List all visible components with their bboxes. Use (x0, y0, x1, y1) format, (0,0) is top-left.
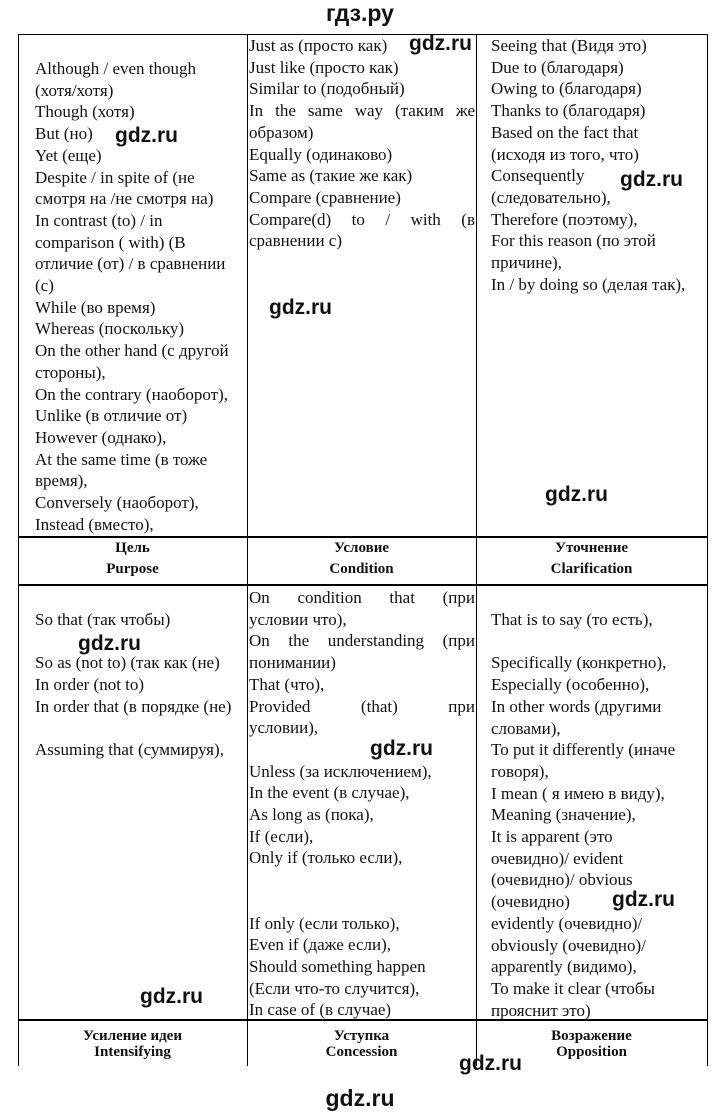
cell-line: If (если), (249, 826, 314, 846)
cell-line: Specifically (конкретно), (491, 653, 667, 673)
cell-line: I mean ( я имею в виду), (491, 783, 665, 803)
cell-line: At the same time (в тоже (35, 449, 208, 469)
cell-line: Unless (за исключением), (249, 761, 432, 781)
watermark-9: gdz.ru (140, 985, 203, 1008)
header-purpose (18, 538, 247, 580)
cell-line: On the understanding (при (249, 631, 475, 651)
header-condition (247, 538, 476, 580)
cell-line: Yet (еще) (35, 145, 102, 165)
cell-line: Thanks to (благодаря) (491, 101, 646, 121)
cell-line: (с) (35, 276, 54, 296)
cell-line: Therefore (поэтому), (491, 209, 638, 229)
watermark-10: gdz.ru (459, 1052, 522, 1075)
watermark-2: gdz.ru (115, 124, 178, 147)
watermark-7: gdz.ru (370, 737, 433, 760)
header-clarification-ru: Уточнение (555, 540, 628, 556)
row-divider-2 (18, 584, 708, 586)
header-condition-en: Condition (329, 561, 394, 577)
cell-line: Unlike (в отличие от) (35, 406, 188, 426)
cell-line: Due to (благодаря) (491, 57, 624, 77)
cell-line: Based on the fact that (491, 122, 639, 142)
cell-line: Compare(d) to / with (в (249, 209, 475, 229)
header-concession-en: Concession (325, 1044, 398, 1060)
cell-line (35, 631, 247, 653)
section1-column3-cell (491, 35, 706, 295)
header-intensifying-ru: Усиление идеи (83, 1028, 182, 1044)
cell-line: Whereas (поскольку) (35, 319, 185, 339)
cell-line: On the other hand (с другой (35, 341, 229, 361)
cell-line: причине), (491, 253, 562, 273)
cell-line: It is apparent (это (491, 827, 613, 847)
watermark-6: gdz.ru (78, 632, 141, 655)
cell-line: So as (not to) (так как (не) (35, 653, 220, 673)
watermark-4: gdz.ru (269, 296, 332, 319)
cell-line: In / by doing so (делая так), (491, 274, 686, 294)
cell-line: (очевидно)/ obvious (491, 870, 633, 890)
cell-line: As long as (пока), (249, 805, 374, 825)
cell-line: стороны), (35, 362, 106, 382)
cell-line: That (что), (249, 674, 325, 694)
cell-line: Provided (that) при (249, 696, 475, 716)
cell-line (249, 739, 475, 761)
cell-line: Should something happen (249, 956, 426, 976)
cell-line: смотря на /не смотря на) (35, 189, 214, 209)
cell-line: To make it clear (чтобы (491, 978, 655, 998)
header-purpose-en: Purpose (106, 561, 159, 577)
cell-line: Seeing that (Видя это) (491, 36, 647, 55)
cell-line: In other words (другими (491, 696, 662, 716)
cell-line: Although / even though (35, 59, 197, 78)
header-concession (247, 1028, 476, 1060)
section2-column1-cell (35, 609, 247, 761)
site-label-bottom: gdz.ru (325, 1085, 395, 1111)
section1-column2-cell (249, 35, 475, 252)
header-concession-ru: Уступка (333, 1028, 390, 1044)
cell-line: Just as (просто как) (249, 36, 388, 55)
cell-line: Same as (такие же как) (249, 166, 413, 186)
cell-line: словами), (491, 718, 561, 738)
section2-column3-cell (491, 609, 706, 1021)
cell-line: In contrast (to) / in (35, 210, 163, 230)
cell-line: apparently (видимо), (491, 957, 637, 977)
section2-column2-cell (249, 587, 475, 1021)
header-intensifying-en: Intensifying (94, 1044, 171, 1060)
header-clarification (476, 538, 707, 580)
cell-line: прояснит это) (491, 1000, 591, 1020)
cell-line (249, 891, 475, 913)
watermark-8: gdz.ru (612, 888, 675, 911)
cell-line: сравнении с) (249, 231, 343, 251)
cell-line: Consequently (491, 166, 585, 186)
cell-line: (Если что-то случится), (249, 978, 420, 998)
cell-line: Similar to (подобный) (249, 79, 405, 99)
cell-line: (следовательно), (491, 187, 611, 207)
cell-line: obviously (очевидно)/ (491, 935, 646, 955)
cell-line: условии), (249, 718, 319, 738)
table-border-right (707, 34, 708, 1066)
cell-line: In order (not to) (35, 675, 145, 695)
cell-line: образом) (249, 122, 314, 142)
cell-line: On condition that (при (249, 588, 475, 607)
cell-line: Equally (одинаково) (249, 144, 393, 164)
cell-line: Instead (вместо), (35, 514, 154, 534)
cell-line: In the event (в случае), (249, 783, 410, 803)
cell-line: In order that (в порядке (не) (35, 696, 232, 716)
cell-line: That is to say (то есть), (491, 610, 653, 629)
cell-line: Just like (просто как) (249, 57, 399, 77)
cell-line: So that (так чтобы) (35, 610, 171, 629)
cell-line: However (однако), (35, 427, 167, 447)
header-opposition-en: Opposition (556, 1044, 627, 1060)
cell-line: Though (хотя) (35, 102, 135, 122)
cell-line (35, 718, 247, 740)
cell-line: But (но) (35, 124, 93, 144)
cell-line (249, 869, 475, 891)
cell-line: In the same way (таким же (249, 101, 475, 121)
cell-line: To put it differently (иначе (491, 740, 676, 760)
cell-line: очевидно)/ evident (491, 848, 624, 868)
cell-line: Conversely (наоборот), (35, 493, 199, 513)
cell-line: For this reason (по этой (491, 231, 656, 251)
cell-line: On the contrary (наоборот), (35, 384, 229, 404)
cell-line: понимании) (249, 653, 336, 673)
cell-line: In case of (в случае) (249, 1000, 392, 1020)
header-clarification-en: Clarification (550, 561, 633, 577)
cell-line: отличие (от) / в сравнении (35, 254, 226, 274)
header-intensifying (18, 1028, 247, 1060)
cell-line: условии что), (249, 609, 347, 629)
cell-line: Compare (сравнение) (249, 187, 401, 207)
cell-line: evidently (очевидно)/ (491, 913, 643, 933)
cell-line: If only (если только), (249, 913, 400, 933)
cell-line: говоря), (491, 761, 549, 781)
cell-line: Only if (только если), (249, 848, 403, 868)
cell-line: Despite / in spite of (не (35, 167, 195, 187)
cell-line: Even if (даже если), (249, 935, 391, 955)
cell-line: Especially (особенно), (491, 675, 650, 695)
cell-line: (исходя из того, что) (491, 144, 639, 164)
header-opposition-ru: Возражение (551, 1028, 632, 1044)
site-label-top: гдз.ру (326, 0, 394, 26)
cell-line: Assuming that (суммируя), (35, 740, 224, 760)
cell-line (491, 631, 706, 653)
watermark-5: gdz.ru (545, 483, 608, 506)
header-condition-ru: Условие (334, 540, 389, 556)
cell-line: (очевидно) (491, 892, 570, 912)
cell-line: Meaning (значение), (491, 805, 636, 825)
cell-line: время), (35, 471, 88, 491)
cell-line: Owing to (благодаря) (491, 79, 642, 99)
cell-line: While (во время) (35, 297, 156, 317)
watermark-3: gdz.ru (620, 168, 683, 191)
header-purpose-ru: Цель (115, 540, 150, 556)
watermark-1: gdz.ru (409, 32, 472, 55)
cell-line: comparison ( with) (В (35, 232, 186, 252)
cell-line: (хотя/хотя) (35, 80, 114, 100)
